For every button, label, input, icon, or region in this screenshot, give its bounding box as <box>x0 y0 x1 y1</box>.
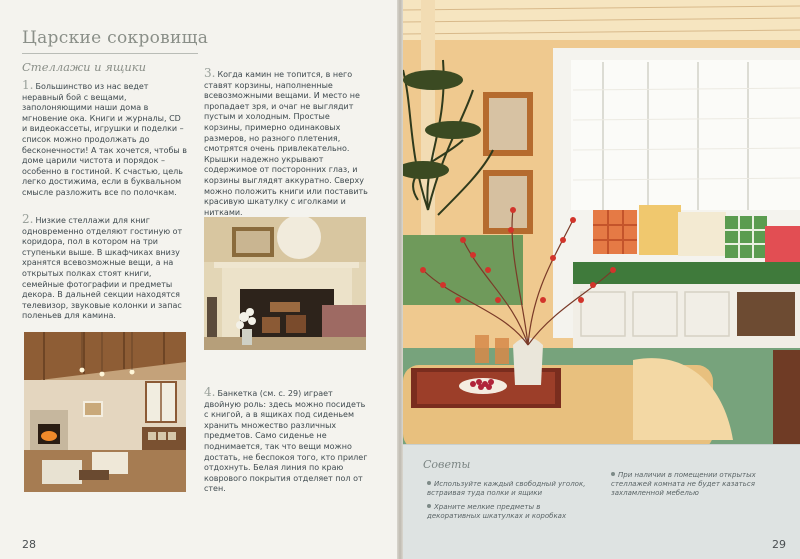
page-number-right: 29 <box>772 538 786 551</box>
left-page <box>0 0 397 559</box>
paragraph-number: 4. <box>204 385 216 399</box>
living-room-photo <box>24 332 186 492</box>
paragraph-2 <box>22 212 188 322</box>
paragraph-number: 1. <box>22 78 34 92</box>
bullet-icon <box>427 481 431 485</box>
paragraph-text: Большинство из нас ведет неравный бой с вещами, заполоняющими наши дома в мгновение ока. Книги и журналы, CD и видеокассеты, игрушки и поделки – список можно продолжать до бесконечности! А так хочется, чтобы в доме царили чистота и порядок – особенно в гостиной. К счастью, цель легко достижима, если в буквальном смысле разложить все по полочкам. <box>22 82 187 197</box>
paragraph-4 <box>204 385 370 495</box>
paragraph-1 <box>22 78 188 199</box>
section-subtitle: Стеллажи и ящики <box>22 60 147 74</box>
paragraph-number: 2. <box>22 212 34 226</box>
bullet-icon <box>611 472 615 476</box>
tips-title: Советы <box>423 458 471 471</box>
fireplace-photo <box>204 217 366 350</box>
title-underline <box>22 53 198 54</box>
tip-item <box>611 471 781 498</box>
paragraph-text: Низкие стеллажи для книг одновременно отделяют гостиную от коридора, пол в котором на три ступеньки выше. В шкафчиках внизу хранятся всевозможные вещи, а на открытых полках стоят книги, семейные фотографии и предметы декора. В дальней секции находятся телевизор, звуковые колонки и запас поленьев для камина. <box>22 216 183 321</box>
paragraph-3 <box>204 66 370 218</box>
paragraph-text: Банкетка (см. с. 29) играет двойную роль: здесь можно посидеть с книгой, а в ящиках под сиденьем хранить множество различных предметов. Само сиденье не поднимается, так что вещи можно достать, не беспокоя того, кто прилег отдохнуть. Белая линия по краю коврового покрытия отделяет пол от стен. <box>204 389 368 494</box>
page-number-left: 28 <box>22 538 36 551</box>
tip-text: При наличии в помещении открытых стеллажей комната не будет казаться захламленной мебелью <box>611 471 756 497</box>
bullet-icon <box>427 504 431 508</box>
tip-item <box>427 480 595 498</box>
tip-text: Храните мелкие предметы в декоративных шкатулках и коробках <box>427 503 567 520</box>
paragraph-text: Когда камин не топится, в него ставят корзины, наполненные всевозможными вещами. И место не пропадает зря, и очаг не выглядит пустым и холодным. Простые корзины, примерно одинаковых размеров, но разного плетения, смотрятся очень привлекательно. Крышки надежно укрывают содержимое от посторонних глаз, и корзины выглядят аккуратно. Сверху можно положить книги или поставить красивую шкатулку с иголками и нитками. <box>204 70 368 217</box>
tip-text: Используйте каждый свободный уголок, встраивая туда полки и ящики <box>427 480 586 497</box>
right-page <box>403 0 800 559</box>
page-title: Царские сокровища <box>22 28 209 48</box>
tip-item <box>427 503 595 521</box>
paragraph-number: 3. <box>204 66 216 80</box>
